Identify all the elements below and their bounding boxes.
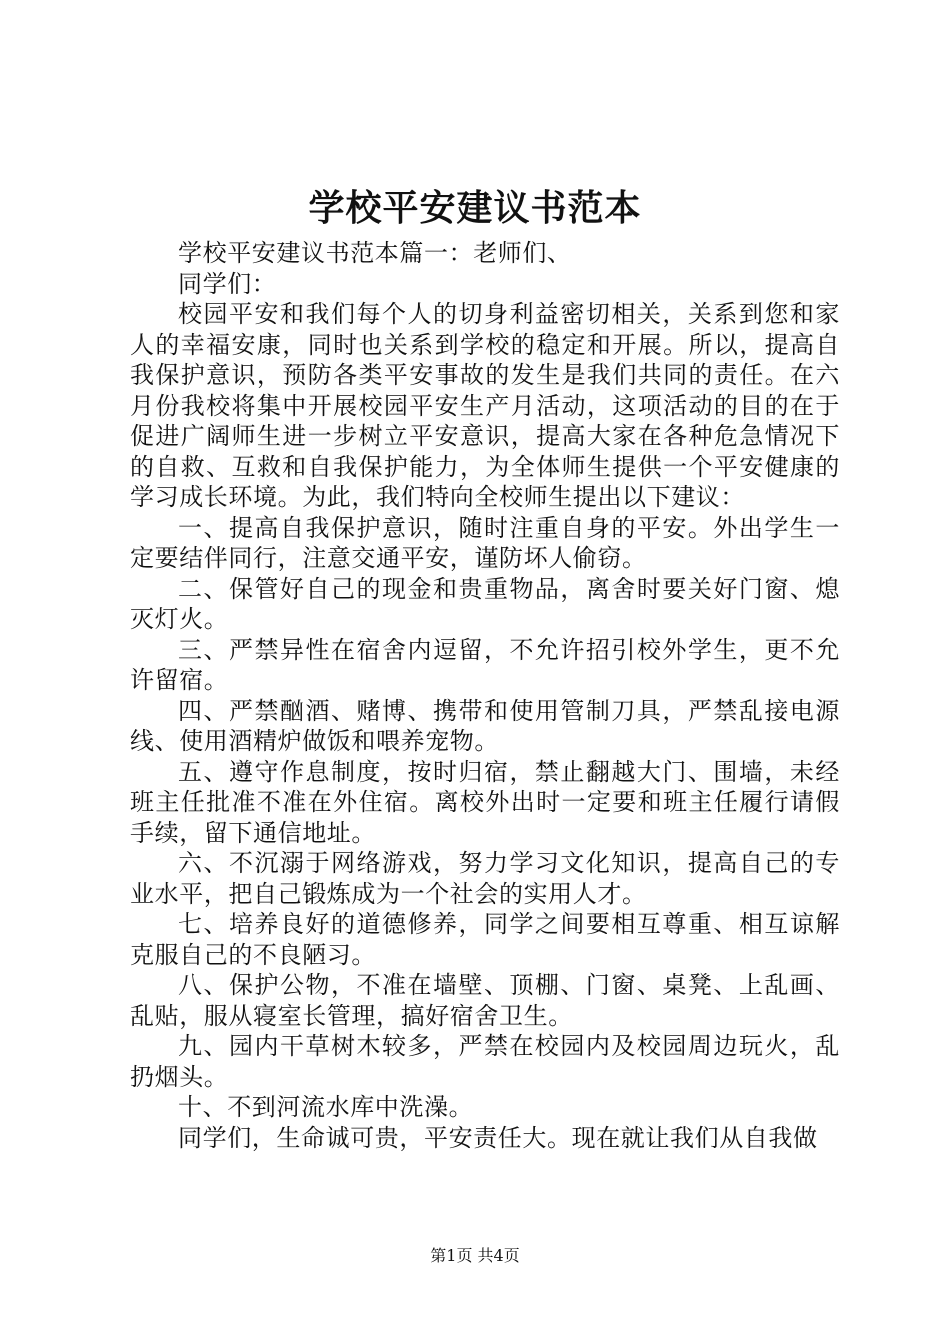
paragraph-item-1: 一、提高自我保护意识，随时注重自身的平安。外出学生一定要结伴同行，注意交通平安，谨防坏人偷窃。 [130,513,840,572]
page-number-footer: 第1页 共4页 [430,1246,520,1265]
paragraph-closing: 同学们，生命诚可贵，平安责任大。现在就让我们从自我做 [178,1123,818,1152]
paragraph-item-3: 三、严禁异性在宿舍内逗留，不允许招引校外学生，更不允许留宿。 [130,635,840,694]
document-title: 学校平安建议书范本 [308,187,642,229]
paragraph-item-5: 五、遵守作息制度，按时归宿，禁止翻越大门、围墙，未经班主任批准不准在外住宿。离校外出时一定要和班主任履行请假手续，留下通信地址。 [130,757,840,847]
document-body [130,238,840,1153]
paragraph-heading-line: 学校平安建议书范本篇一：老师们、 [178,239,572,267]
paragraph-item-9: 九、园内干草树木较多，严禁在校园内及校园周边玩火，乱扔烟头。 [130,1032,840,1091]
paragraph-item-2: 二、保管好自己的现金和贵重物品，离舍时要关好门窗、熄灭灯火。 [130,574,840,633]
paragraph-item-4: 四、严禁酗酒、赌博、携带和使用管制刀具，严禁乱接电源线、使用酒精炉做饭和喂养宠物。 [130,696,840,755]
paragraph-item-6: 六、不沉溺于网络游戏，努力学习文化知识，提高自己的专业水平，把自己锻炼成为一个社会的实用人才。 [130,849,840,908]
paragraph-item-7: 七、培养良好的道德修养，同学之间要相互尊重、相互谅解克服自己的不良陋习。 [130,910,840,969]
paragraph-item-10: 十、不到河流水库中洗澡。 [178,1093,474,1121]
paragraph-intro: 校园平安和我们每个人的切身利益密切相关，关系到您和家人的幸福安康，同时也关系到学校的稳定和开展。所以，提高自我保护意识，预防各类平安事故的发生是我们共同的责任。在六月份我校将集中开展校园平安生产月活动，这项活动的目的在于促进广阔师生进一步树立平安意识，提高大家在各种危急情况下的自救、互救和自我保护能力，为全体师生提供一个平安健康的学习成长环境。为此，我们特向全校师生提出以下建议： [130,300,840,511]
paragraph-item-8: 八、保护公物，不准在墙壁、顶棚、门窗、桌凳、上乱画、乱贴，服从寝室长管理，搞好宿舍卫生。 [130,971,840,1030]
paragraph-salutation: 同学们： [178,269,277,298]
